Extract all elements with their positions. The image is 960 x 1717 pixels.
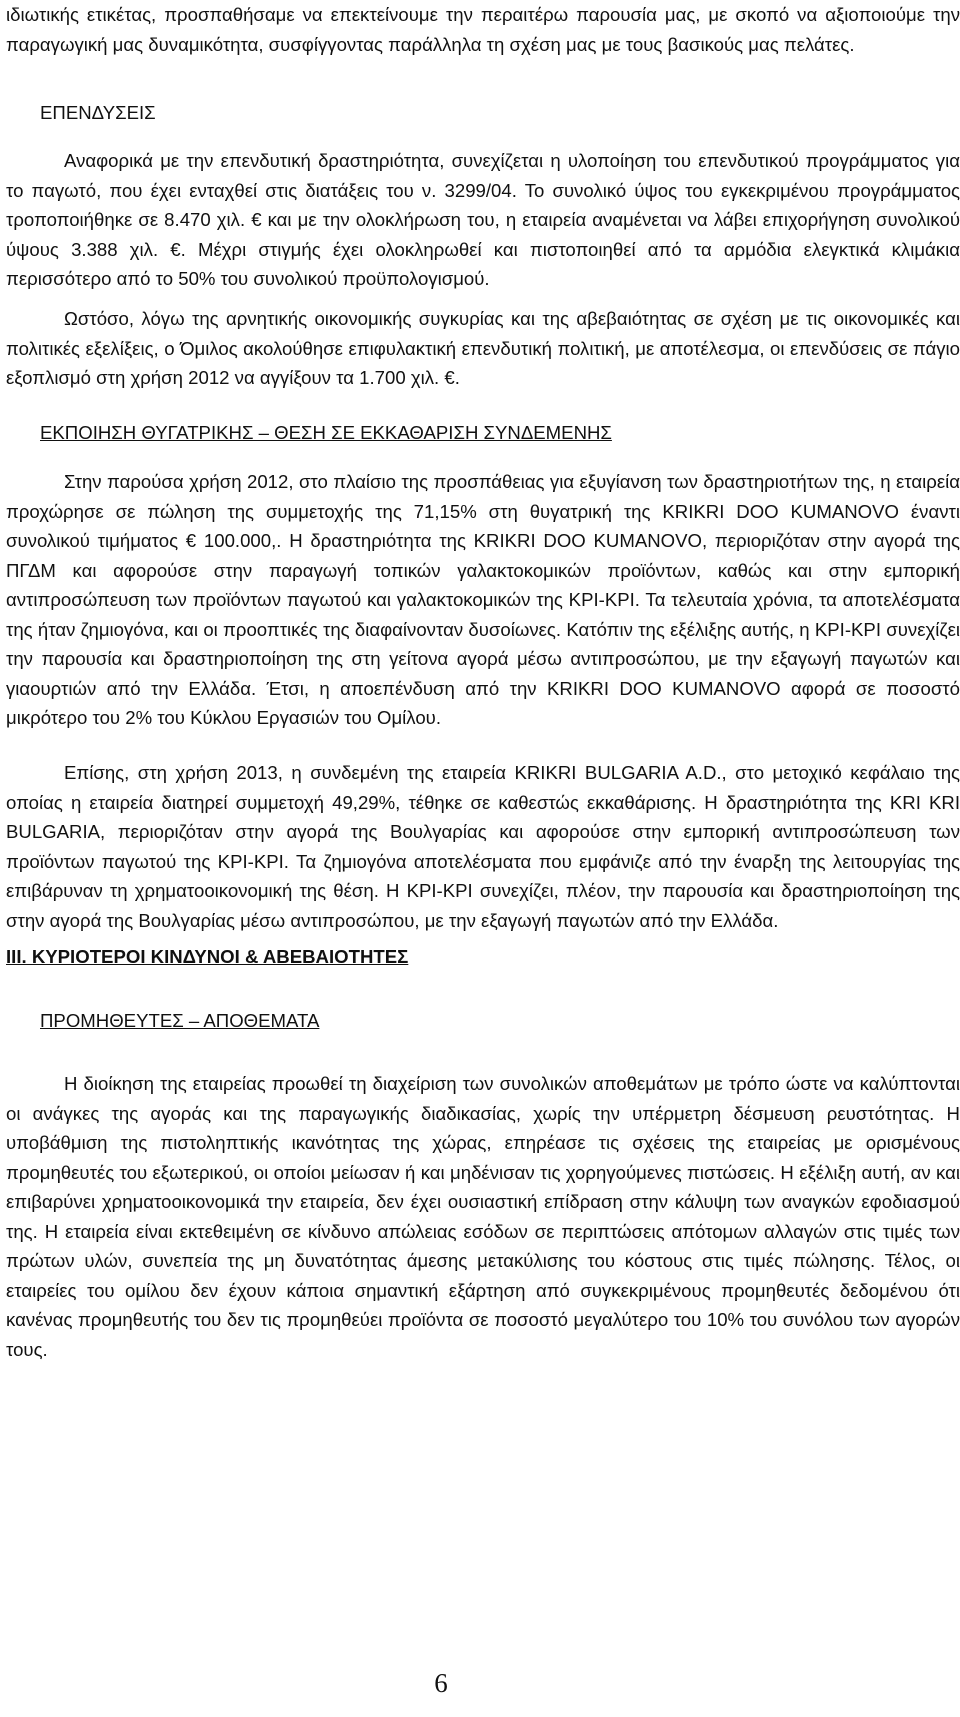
heading-subsidiary-disposal: ΕΚΠΟΙΗΣΗ ΘΥΓΑΤΡΙΚΗΣ – ΘΕΣΗ ΣΕ ΕΚΚΑΘΑΡΙΣΗ ΣΥΝΔΕΜΕΝΗΣ — [40, 422, 612, 443]
subsidiary-paragraph-2: Επίσης, στη χρήση 2013, η συνδεμένη της εταιρεία KRIKRI BULGARIA A.D., στο μετοχικό κεφάλαιο της οποίας η εταιρεία διατηρεί συμμετοχή 49,29%, τέθηκε σε καθεστώς εκκαθάρισης. Η δραστηριότητα της KRI KRI BULGARIA, περιοριζόταν στην αγορά της Βουλγαρίας και αφορούσε στην εμπορική αντιπροσώπευση των προϊόντων παγωτού της ΚΡΙ-ΚΡΙ. Τα ζημιογόνα αποτελέσματα που εμφάνιζε από την έναρξη της λειτουργίας της επιβάρυναν τη χρηματοοικονομική της θέση. Η ΚΡΙ-ΚΡΙ συνεχίζει, πλέον, την παρουσία και δραστηριοποίηση της στην αγορά της Βουλγαρίας μέσω αντιπροσώπου, με την εξαγωγή παγωτών από την Ελλάδα. — [6, 762, 960, 931]
investments-paragraph-2: Ωστόσο, λόγω της αρνητικής οικονομικής συγκυρίας και της αβεβαιότητας σε σχέση με τις οικονομικές και πολιτικές εξελίξεις, ο Όμιλος ακολούθησε επιφυλακτική επενδυτική πολιτική, με αποτέλεσμα, οι επενδύσεις σε πάγιο εξοπλισμό στη χρήση 2012 να αγγίξουν τα 1.700 χιλ. €. — [6, 308, 960, 388]
heading-main-risks: III. ΚΥΡΙΟΤΕΡΟΙ ΚΙΝΔΥΝΟΙ & ΑΒΕΒΑΙΟΤΗΤΕΣ — [6, 946, 409, 967]
investments-paragraph-1: Αναφορικά με την επενδυτική δραστηριότητα, συνεχίζεται η υλοποίηση του επενδυτικού προγράμματος για το παγωτό, που έχει ενταχθεί στις διατάξεις του ν. 3299/04. Το συνολικό ύψος του εγκεκριμένου προγράμματος τροποποιήθηκε σε 8.470 χιλ. € και με την ολοκλήρωση του, η εταιρεία αναμένεται να λάβει επιχορήγηση συνολικού ύψους 3.388 χιλ. €. Μέχρι στιγμής έχει ολοκληρωθεί και πιστοποιηθεί από τα αρμόδια ελεγκτικά κλιμάκια περισσότερο από το 50% του συνολικού προϋπολογισμού. — [6, 150, 960, 289]
heading-suppliers-inventory: ΠΡΟΜΗΘΕΥΤΕΣ – ΑΠΟΘΕΜΑΤΑ — [40, 1010, 320, 1031]
subsidiary-paragraph-1: Στην παρούσα χρήση 2012, στο πλαίσιο της προσπάθειας για εξυγίανση των δραστηριοτήτων της, η εταιρεία προχώρησε σε πώληση της συμμετοχής της 71,15% στη θυγατρική της KRIKRI DOO KUMANOVO έναντι συνολικού τιμήματος € 100.000,. Η δραστηριότητα της KRIKRI DOO KUMANOVO, περιοριζόταν στην αγορά της ΠΓΔΜ και αφορούσε στην παραγωγή τοπικών γαλακτοκομικών προϊόντων, καθώς και στην εμπορική αντιπροσώπευση των προϊόντων παγωτού και γαλακτοκομικών της ΚΡΙ-ΚΡΙ. Τα τελευταία χρόνια, τα αποτελέσματα της ήταν ζημιογόνα, και οι προοπτικές της διαφαίνονταν δυσοίωνες. Κατόπιν της εξέλιξης αυτής, η ΚΡΙ-ΚΡΙ συνεχίζει την παρουσία και δραστηριοποίηση της στη γείτονα αγορά μέσω αντιπροσώπου, με την εξαγωγή παγωτών και γιαουρτιών από την Ελλάδα. Έτσι, η αποεπένδυση από την KRIKRI DOO KUMANOVO αφορά σε ποσοστό μικρότερο του 2% του Κύκλου Εργασιών του Ομίλου. — [6, 471, 960, 728]
heading-investments: ΕΠΕΝΔΥΣΕΙΣ — [40, 102, 156, 123]
page-number: 6 — [434, 1668, 448, 1698]
intro-paragraph: ιδιωτικής ετικέτας, προσπαθήσαμε να επεκτείνουμε την περαιτέρω παρουσία μας, με σκοπό να αξιοποιούμε την παραγωγική μας δυναμικότητα, συσφίγγοντας παράλληλα τη σχέση μας με τους βασικούς μας πελάτες. — [6, 4, 960, 55]
suppliers-paragraph: Η διοίκηση της εταιρείας προωθεί τη διαχείριση των συνολικών αποθεμάτων με τρόπο ώστε να καλύπτονται οι ανάγκες της αγοράς και της παραγωγικής διαδικασίας, χωρίς την υπέρμετρη δέσμευση ρευστότητας. Η υποβάθμιση της πιστοληπτικής ικανότητας της χώρας, επηρέασε τις σχέσεις της εταιρείας με ορισμένους προμηθευτές του εξωτερικού, οι οποίοι μείωσαν ή και μηδένισαν τις χορηγούμενες πιστώσεις. Η εξέλιξη αυτή, αν και επιβαρύνει χρηματοοικονομικά την εταιρεία, δεν έχει ουσιαστική επίδραση στην κάλυψη των αναγκών εφοδιασμού της. Η εταιρεία είναι εκτεθειμένη σε κίνδυνο απώλειας εσόδων σε περιπτώσεις απότομων αλλαγών στις τιμές των πρώτων υλών, συνεπεία της μη δυνατότητας άμεσης μετακύλισης του κόστους στις τιμές πώλησης. Τέλος, οι εταιρείες του ομίλου δεν έχουν κάποια σημαντική εξάρτηση από συγκεκριμένους προμηθευτές δεδομένου ότι κανένας προμηθευτής του δεν τις προμηθεύει προϊόντα σε ποσοστό μεγαλύτερο του 10% του συνόλου των αγορών τους. — [6, 1073, 960, 1360]
